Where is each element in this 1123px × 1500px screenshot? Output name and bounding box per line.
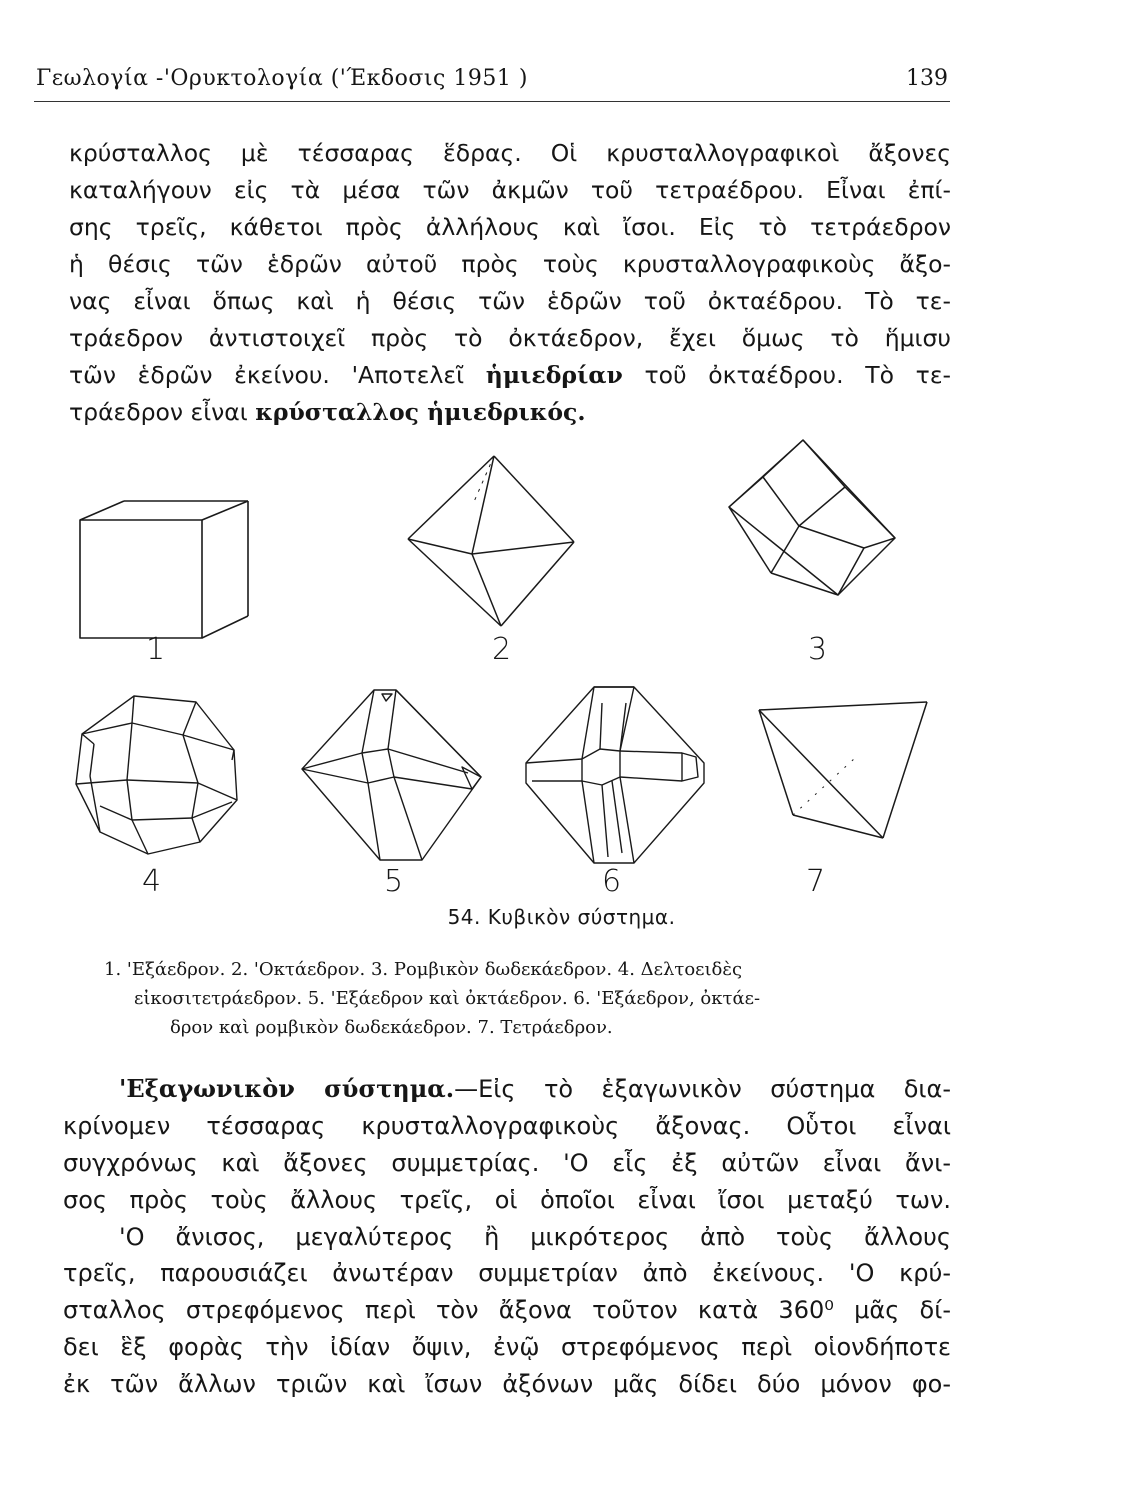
text-line: 'Ο ἄνισος, μεγαλύτερος ἢ μικρότερος ἀπὸ τοὺς ἄλλους: [119, 1222, 951, 1251]
figure-number-4: 4: [142, 864, 162, 899]
paragraph-tetrahedron: [69, 135, 951, 431]
text-line: ἐκ τῶν ἄλλων τριῶν καὶ ἴσων ἀξόνων μᾶς δίδει δύο μόνον φο-: [63, 1370, 951, 1399]
page-number: 139: [906, 66, 948, 91]
legend-line: εἰκοσιτετράεδρον. 5. 'Εξάεδρον καὶ ὀκτάεδρον. 6. 'Εξάεδρον, ὀκτάε-: [134, 988, 761, 1009]
crystal-figure-6-cube-octahedron-rhombic-dodecahedron: [522, 683, 712, 868]
header-rule: [34, 101, 950, 102]
figure-number-7: 7: [806, 864, 826, 899]
text-line: τράεδρον ἀντιστοιχεῖ πρὸς τὸ ὀκτάεδρον, ἔχει ὅμως τὸ ἥμισυ: [69, 324, 951, 352]
section-heading: 'Εξαγωνικὸν σύστημα.: [119, 1074, 455, 1103]
figure-number-1: 1: [146, 632, 166, 667]
crystal-figure-4-deltoid-icositetrahedron: [72, 690, 242, 860]
running-head: Γεωλογία -'Ορυκτολογία ('Έκδοσις 1951 ): [36, 66, 528, 91]
text-line: [63, 1071, 951, 1108]
text-line: δει ἓξ φορὰς τὴν ἰδίαν ὄψιν, ἐνῷ στρεφόμενος περὶ οἱονδήποτε: [63, 1333, 951, 1362]
text-fragment: τῶν ἑδρῶν ἐκείνου. 'Αποτελεῖ: [69, 361, 486, 389]
figure-number-3: 3: [808, 632, 828, 667]
text-line: [69, 394, 951, 431]
figure-legend: [104, 955, 922, 1042]
figure-number-6: 6: [602, 864, 622, 899]
figure-number-5: 5: [384, 864, 404, 899]
key-term-hemihedry: ἡμιεδρίαν: [485, 361, 623, 389]
paragraph-hexagonal-system: [63, 1071, 951, 1403]
text-line: ἡ θέσις τῶν ἑδρῶν αὐτοῦ πρὸς τοὺς κρυσταλλογραφικοὺς ἄξο-: [69, 250, 951, 278]
text-fragment: —Εἰς τὸ ἑξαγωνικὸν σύστημα δια-: [454, 1075, 951, 1103]
crystal-figure-3-rhombic-dodecahedron: [725, 435, 900, 600]
text-line: κρίνομεν τέσσαρας κρυσταλλογραφικοὺς ἄξονας. Οὗτοι εἶναι: [63, 1111, 951, 1140]
figure-caption-title: 54. Κυβικὸν σύστημα.: [447, 905, 676, 929]
legend-line: δρον καὶ ρομβικὸν δωδεκάεδρον. 7. Τετράεδρον.: [170, 1017, 613, 1038]
text-line: νας εἶναι ὅπως καὶ ἡ θέσις τῶν ἑδρῶν τοῦ ὀκταέδρου. Τὸ τε-: [69, 287, 951, 315]
text-line: σος πρὸς τοὺς ἄλλους τρεῖς, οἱ ὁποῖοι εἶναι ἴσοι μεταξύ των.: [63, 1185, 951, 1214]
text-line: σης τρεῖς, κάθετοι πρὸς ἀλλήλους καὶ ἴσοι. Εἰς τὸ τετράεδρον: [69, 213, 951, 241]
text-line: [69, 357, 951, 394]
text-line: καταλήγουν εἰς τὰ μέσα τῶν ἀκμῶν τοῦ τετραέδρου. Εἶναι ἐπί-: [69, 176, 951, 204]
text-line: κρύσταλλος μὲ τέσσαρας ἕδρας. Οἱ κρυσταλλογραφικοὶ ἄξονες: [69, 139, 951, 167]
legend-line: 1. 'Εξάεδρον. 2. 'Οκτάεδρον. 3. Ρομβικὸν δωδεκάεδρον. 4. Δελτοειδὲς: [104, 959, 743, 980]
text-line: τρεῖς, παρουσιάζει ἀνωτέραν συμμετρίαν ἀπὸ ἐκείνους. 'Ο κρύ-: [63, 1259, 951, 1288]
text-line: σταλλος στρεφόμενος περὶ τὸν ἄξονα τοῦτον κατὰ 360⁰ μᾶς δί-: [63, 1296, 951, 1325]
crystal-figure-2-octahedron: [405, 452, 585, 632]
text-fragment: τράεδρον εἶναι: [69, 398, 256, 426]
key-term-hemihedral-crystal: κρύσταλλος ἡμιεδρικός.: [255, 398, 586, 426]
figure-number-2: 2: [492, 632, 512, 667]
crystal-figure-1-cube: [78, 498, 258, 643]
page-header: [36, 66, 948, 98]
text-fragment: τοῦ ὀκταέδρου. Τὸ τε-: [622, 361, 951, 389]
text-line: συγχρόνως καὶ ἄξονες συμμετρίας. 'Ο εἷς ἐξ αὐτῶν εἶναι ἄνι-: [63, 1148, 951, 1177]
crystal-figure-7-tetrahedron: [755, 698, 935, 843]
crystal-figure-5-cube-and-octahedron: [298, 685, 488, 865]
